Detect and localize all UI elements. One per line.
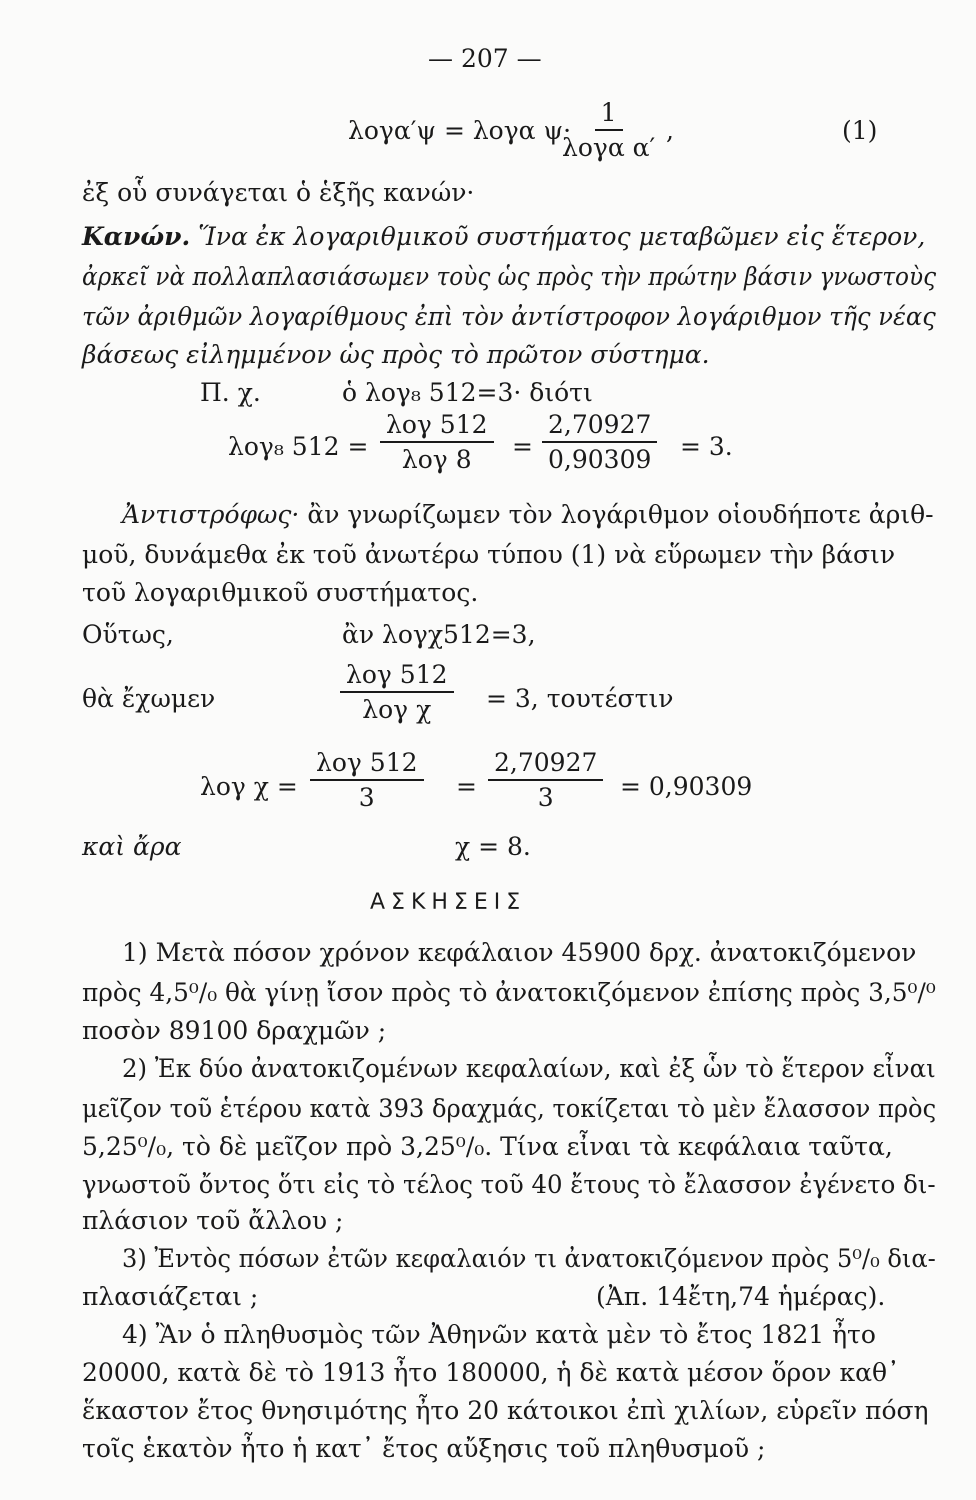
thus-g2-denominator: 3 <box>537 783 554 812</box>
example-label: Π. χ. <box>200 378 261 407</box>
formula-1-tail: , <box>666 116 674 145</box>
thus-have: θὰ ἔχωμεν <box>82 684 216 713</box>
exercise-line: γνωστοῦ ὄντος ὅτι εἰς τὸ τέλος τοῦ 40 ἔτους τὸ ἔλασσον ἐγένετο δι- <box>82 1170 936 1199</box>
thus-h-denominator: λογ χ <box>362 695 432 724</box>
exercise-line: ἕκαστον ἔτος θνησιμότης ἦτο 20 κάτοικοι ἐπὶ χιλίων, εὑρεῖν πόση <box>82 1396 929 1425</box>
example-f1-denominator: λογ 8 <box>401 445 472 474</box>
page-number: — 207 — <box>428 44 542 73</box>
thus-condition: ἂν λογχ512=3, <box>342 620 536 649</box>
thus-final: χ = 8. <box>455 832 531 861</box>
thus-fraction-g2 <box>488 748 603 812</box>
exercise-answer: (Ἀπ. 14ἔτη,74 ἡμέρας). <box>596 1282 886 1311</box>
exercise-line: 4) Ἂν ὁ πληθυσμὸς τῶν Ἀθηνῶν κατὰ μὲν τὸ ἔτος 1821 ἦτο <box>122 1320 876 1349</box>
thus-and: καὶ ἄρα <box>82 832 182 861</box>
example-fraction-2 <box>542 410 657 474</box>
intro-text: ἐξ οὗ συνάγεται ὁ ἑξῆς κανών· <box>82 178 475 207</box>
exercises-heading: ΑΣΚΗΣΕΙΣ <box>370 890 527 915</box>
inverse-line-2: μοῦ, δυνάμεθα ἐκ τοῦ ἀνωτέρω τύπου (1) νὰ εὕρωμεν τὴν βάσιν <box>82 540 896 569</box>
thus-g2-numerator: 2,70927 <box>488 748 603 781</box>
formula-1-numerator: 1 <box>595 98 623 131</box>
thus-h-tail: = 3, τουτέστιν <box>486 684 674 713</box>
example-result: = 3. <box>680 432 733 461</box>
exercise-line: μεῖζον τοῦ ἑτέρου κατὰ 393 δραχμάς, τοκίζεται τὸ μὲν ἔλασσον πρὸς <box>82 1094 937 1123</box>
rule-label: Κανών. <box>82 222 191 251</box>
thus-lx: λογ χ = <box>200 772 298 801</box>
inverse-line-3: τοῦ λογαριθμικοῦ συστήματος. <box>82 578 479 607</box>
exercise-line: 20000, κατὰ δὲ τὸ 1913 ἦτο 180000, ἡ δὲ κατὰ μέσον ὅρον καθ᾽ <box>82 1358 900 1387</box>
rule-line-2: ἀρκεῖ νὰ πολλαπλασιάσωμεν τοὺς ὡς πρὸς τὴν πρώτην βάσιν γνωστοὺς <box>82 262 937 291</box>
rule-line-1: Ἵνα ἐκ λογαριθμικοῦ συστήματος μεταβῶμεν εἰς ἕτερον, <box>198 222 926 251</box>
inverse-line-1: ἂν γνωρίζωμεν τὸν λογάριθμον οἱουδήποτε ἀριθ- <box>307 500 934 529</box>
thus-fraction-g1 <box>310 748 424 812</box>
example-f2-numerator: 2,70927 <box>542 410 657 443</box>
exercise-line: πλάσιον τοῦ ἄλλου ; <box>82 1206 344 1235</box>
thus-h-numerator: λογ 512 <box>340 660 454 693</box>
example-statement: ὁ λογ₈ 512=3· διότι <box>342 378 593 407</box>
equals-sign-2: = <box>456 772 477 801</box>
formula-1-lhs: λογα′ψ = λογα ψ· <box>348 116 572 145</box>
exercise-line: πρὸς 4,5⁰/₀ θὰ γίνῃ ἴσον πρὸς τὸ ἀνατοκιζόμενον ἐπίσης πρὸς 3,5⁰/⁰ <box>82 978 936 1007</box>
exercise-line: τοῖς ἑκατὸν ἦτο ἡ κατ᾽ ἔτος αὔξησις τοῦ πληθυσμοῦ ; <box>82 1434 766 1463</box>
example-f1-numerator: λογ 512 <box>380 410 494 443</box>
formula-1-tag: (1) <box>842 116 878 145</box>
thus-fraction <box>340 660 454 724</box>
exercise-line: 5,25⁰/₀, τὸ δὲ μεῖζον πρὸ 3,25⁰/₀. Τίνα εἶναι τὰ κεφάλαια ταῦτα, <box>82 1132 893 1161</box>
exercise-line: 3) Ἐντὸς πόσων ἐτῶν κεφαλαιόν τι ἀνατοκιζόμενον πρὸς 5⁰/₀ δια- <box>122 1244 936 1273</box>
exercise-line: πλασιάζεται ; <box>82 1282 259 1311</box>
equals-sign: = <box>512 432 533 461</box>
thus-g1-denominator: 3 <box>358 783 375 812</box>
rule-line-4: βάσεως εἰλημμένον ὡς πρὸς τὸ πρῶτον σύστημα. <box>82 340 710 369</box>
exercise-line: 2) Ἐκ δύο ἀνατοκιζομένων κεφαλαίων, καὶ ἐξ ὧν τὸ ἕτερον εἶναι <box>122 1054 936 1083</box>
thus-label: Οὕτως, <box>82 620 174 649</box>
exercise-line: 1) Μετὰ πόσον χρόνον κεφάλαιον 45900 δρχ. ἀνατοκιζόμενον <box>122 938 917 967</box>
example-f2-denominator: 0,90309 <box>548 445 652 474</box>
rule-line-3: τῶν ἀριθμῶν λογαρίθμους ἐπὶ τὸν ἀντίστροφον λογάριθμον τῆς νέας <box>82 302 936 331</box>
thus-g-result: = 0,90309 <box>620 772 753 801</box>
formula-1-fraction <box>562 98 655 162</box>
example-lhs: λογ₈ 512 = <box>228 432 369 461</box>
formula-1-denominator: λογα α′ <box>562 133 656 162</box>
example-fraction-1 <box>380 410 494 474</box>
thus-g1-numerator: λογ 512 <box>310 748 424 781</box>
inverse-label: Ἀντιστρόφως· <box>122 500 300 529</box>
exercise-line: ποσὸν 89100 δραχμῶν ; <box>82 1016 387 1045</box>
